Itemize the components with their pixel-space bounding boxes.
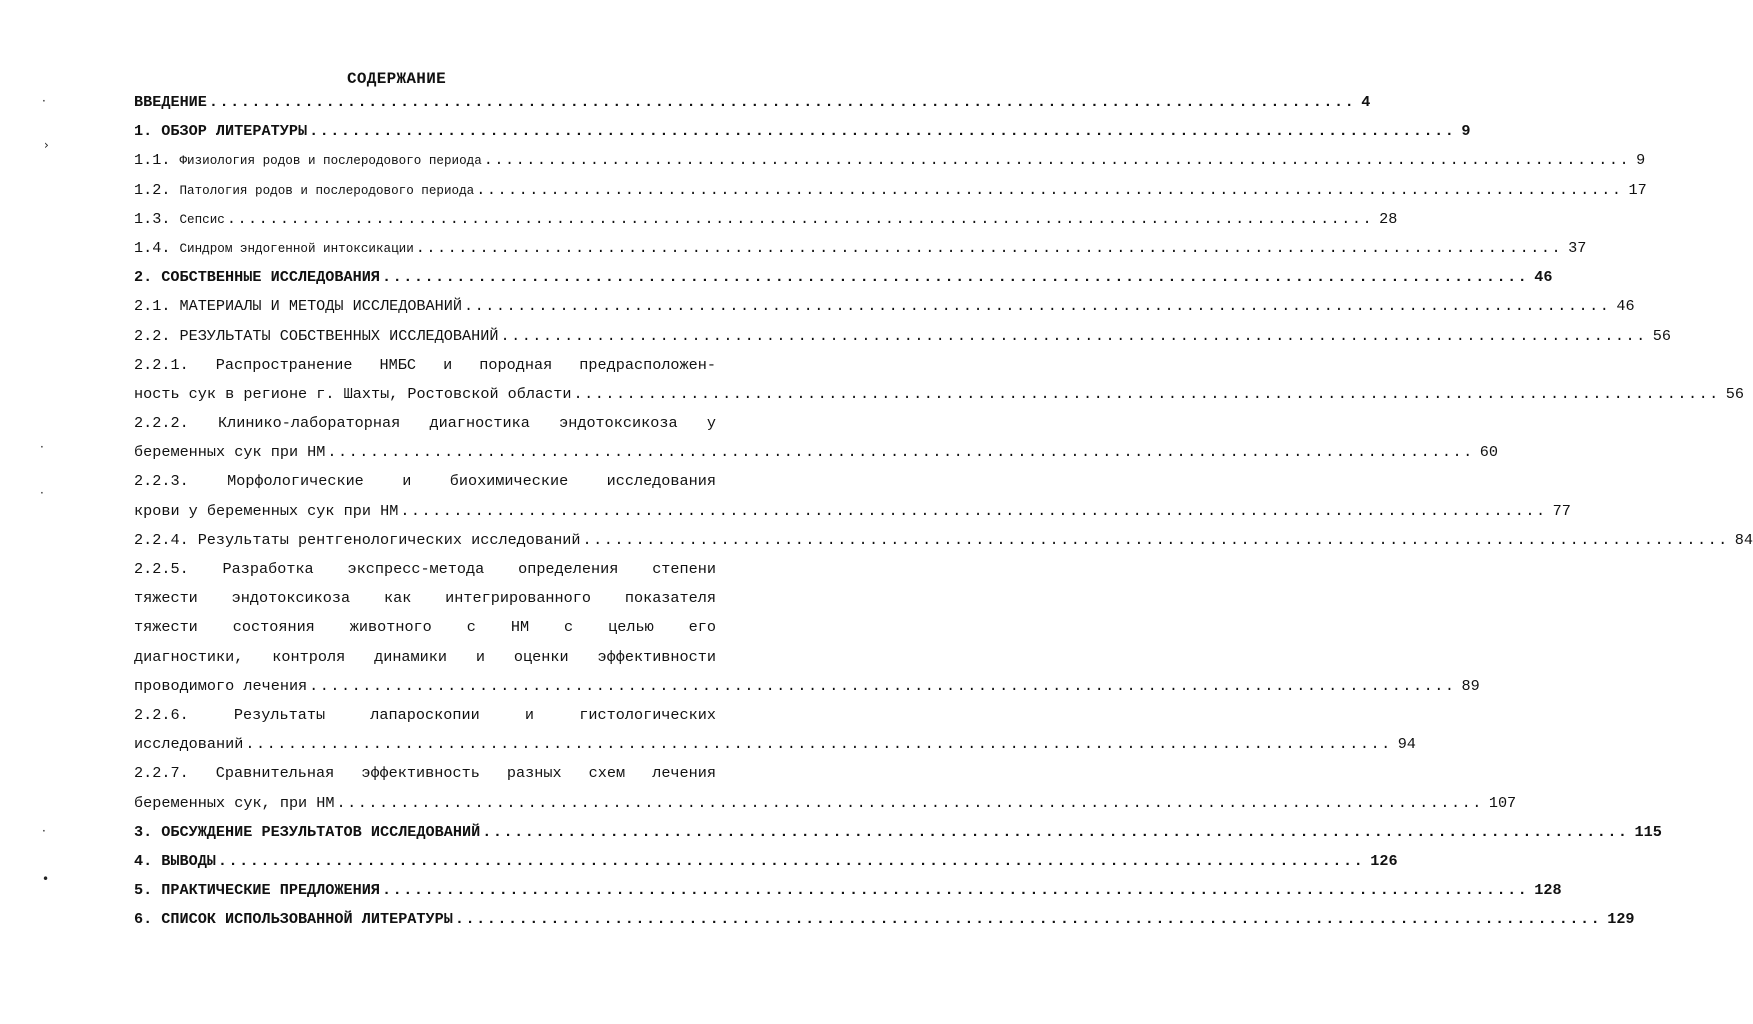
toc-entry <box>134 438 1498 467</box>
toc-entry <box>134 117 1471 146</box>
toc-entry-text: РЕЗУЛЬТАТЫ СОБСТВЕННЫХ ИССЛЕДОВАНИЙ <box>179 326 499 345</box>
toc-entry-number: 2.2.4. <box>134 530 189 549</box>
toc-entry-text: ВВЕДЕНИЕ <box>134 93 207 111</box>
toc-entry-text-line: 2.2.6. Результаты лапароскопии и гистологических <box>134 705 716 724</box>
toc-entry-text-line: 2.2.5. Разработка экспресс-метода определения степени <box>134 560 716 578</box>
toc-page-number: 46 <box>1534 268 1553 287</box>
page-title: СОДЕРЖАНИЕ <box>346 70 446 88</box>
toc-entry-text: беременных сук при НМ <box>134 443 326 462</box>
toc-entry-number: 2.2. <box>134 326 171 345</box>
toc-entry <box>134 876 1562 905</box>
toc-entry-number: 2.1. <box>134 297 171 316</box>
toc-page-number: 126 <box>1370 851 1398 870</box>
dot-leader: ............................................................................................................ <box>400 501 1547 520</box>
toc-page-number: 4 <box>1361 93 1371 111</box>
toc-entry-text: СОБСТВЕННЫЕ ИССЛЕДОВАНИЯ <box>161 268 380 287</box>
toc-page-number: 94 <box>1397 735 1416 754</box>
dot-leader: ............................................................................................................ <box>573 384 1720 403</box>
toc-entry-text: Синдром эндогенной интоксикации <box>179 241 414 256</box>
toc-entry <box>134 205 1398 234</box>
toc-page-number: 9 <box>1636 151 1646 170</box>
toc-page-number: 60 <box>1479 443 1498 462</box>
toc-entry-text: крови у беременных сук при НМ <box>134 501 399 520</box>
toc-entry-number: 1.1. <box>134 151 171 170</box>
toc-entry-text: Физиология родов и послеродового периода <box>179 154 482 169</box>
toc-page-number: 9 <box>1461 122 1471 141</box>
toc-page-number: 28 <box>1379 209 1398 228</box>
toc-entry <box>134 292 1635 321</box>
dot-leader: ............................................................................................................ <box>217 851 1365 870</box>
toc-entry-text-line: 2.2.1. Распространение НМБС и породная предрасположен- <box>134 355 716 374</box>
toc-entry-text-line: тяжести состояния животного с НМ с целью его <box>134 618 716 637</box>
toc-entry <box>134 789 1517 818</box>
toc-entry-text-line: 2.2.2. Клинико-лабораторная диагностика эндотоксикоза у <box>134 414 716 433</box>
dot-leader: ............................................................................................................ <box>464 297 1611 316</box>
toc-page-number: 56 <box>1725 384 1745 403</box>
toc-entry-text-line: тяжести эндотоксикоза как интегрированного показателя <box>134 589 716 608</box>
toc-page-number: 46 <box>1616 297 1635 316</box>
dot-leader: ............................................................................................................ <box>482 822 1629 841</box>
dot-leader: ............................................................................................................ <box>309 122 1456 141</box>
toc-page-number: 17 <box>1628 180 1647 199</box>
toc-entry-text: Патология родов и послеродового периода <box>179 183 475 198</box>
dot-leader: ............................................................................................................ <box>582 530 1729 549</box>
toc-entry <box>134 146 1646 175</box>
toc-entry <box>134 88 1371 117</box>
toc-entry-number: 1.2. <box>134 180 171 199</box>
toc-entry-text: исследований <box>134 735 244 754</box>
toc-entry-number: 2. <box>134 268 153 287</box>
toc-entry-text: проводимого лечения <box>134 676 308 695</box>
dot-leader: ............................................................................................................ <box>208 93 1356 111</box>
toc-entry-text: ВЫВОДЫ <box>161 851 216 870</box>
toc-entry <box>134 847 1398 876</box>
toc-entry <box>134 380 1745 409</box>
toc-entry <box>134 497 1571 526</box>
toc-entry-text: беременных сук, при НМ <box>134 793 335 812</box>
toc-entry <box>134 672 1480 701</box>
scan-speck: › <box>44 138 49 152</box>
toc-entry <box>134 905 1635 934</box>
dot-leader: ............................................................................................................ <box>500 326 1647 345</box>
toc-entry <box>134 322 1672 351</box>
toc-entry <box>134 234 1587 263</box>
toc-page-number: 107 <box>1488 793 1517 812</box>
dot-leader: ............................................................................................................ <box>327 443 1474 462</box>
scan-speck: · <box>40 440 44 454</box>
toc-page-number: 115 <box>1634 822 1662 841</box>
toc-entry-text: Сепсис <box>179 212 225 227</box>
toc-entry-text: ность сук в регионе г. Шахты, Ростовской области <box>134 384 572 403</box>
toc-entry-number: 1.3. <box>134 209 171 228</box>
toc-page-number: 129 <box>1607 910 1635 929</box>
dot-leader: ............................................................................................................ <box>245 735 1392 754</box>
toc-page-number: 89 <box>1461 676 1480 695</box>
scan-speck: · <box>42 94 46 108</box>
toc-entry-number: 1.4. <box>134 238 171 257</box>
toc-entry-number: 5. <box>134 881 153 900</box>
table-of-contents <box>134 88 1753 934</box>
toc-entry-number: 6. <box>134 910 153 929</box>
toc-entry <box>134 176 1647 205</box>
toc-entry-number: 3. <box>134 822 153 841</box>
toc-page-number: 56 <box>1652 326 1672 345</box>
toc-entry <box>134 263 1553 292</box>
dot-leader: ............................................................................................................ <box>476 180 1623 199</box>
toc-entry-number: 1. <box>134 122 153 141</box>
toc-entry-number: 4. <box>134 851 153 870</box>
toc-page-number: 128 <box>1534 881 1562 900</box>
dot-leader: ............................................................................................................ <box>336 793 1483 812</box>
dot-leader: ............................................................................................................ <box>309 676 1456 695</box>
dot-leader: ............................................................................................................ <box>381 268 1529 287</box>
dot-leader: ............................................................................................................ <box>226 209 1374 228</box>
toc-entry-text-line: 2.2.7. Сравнительная эффективность разных схем лечения <box>134 764 716 783</box>
toc-entry-text: ОБСУЖДЕНИЕ РЕЗУЛЬТАТОВ ИССЛЕДОВАНИЙ <box>161 822 481 841</box>
dot-leader: ............................................................................................................ <box>454 910 1602 929</box>
toc-entry-text: МАТЕРИАЛЫ И МЕТОДЫ ИССЛЕДОВАНИЙ <box>179 297 463 316</box>
toc-entry <box>134 526 1753 555</box>
toc-entry <box>134 818 1662 847</box>
dot-leader: ............................................................................................................ <box>381 881 1529 900</box>
scan-speck: · <box>42 824 46 838</box>
toc-entry <box>134 730 1416 759</box>
toc-entry-text-line: 2.2.3. Морфологические и биохимические исследования <box>134 472 716 491</box>
toc-entry-text: ПРАКТИЧЕСКИЕ ПРЕДЛОЖЕНИЯ <box>161 881 380 900</box>
toc-page-number: 77 <box>1552 501 1571 520</box>
dot-leader: ............................................................................................................ <box>415 238 1563 257</box>
toc-entry-text: ОБЗОР ЛИТЕРАТУРЫ <box>161 122 308 141</box>
toc-page-number: 37 <box>1568 238 1587 257</box>
toc-page-number: 84 <box>1734 530 1753 549</box>
toc-entry-text-line: диагностики, контроля динамики и оценки эффективности <box>134 647 716 666</box>
scan-speck: · <box>40 486 44 500</box>
toc-entry-text: СПИСОК ИСПОЛЬЗОВАННОЙ ЛИТЕРАТУРЫ <box>161 910 453 929</box>
toc-entry-text: Результаты рентгенологических исследований <box>197 530 581 549</box>
dot-leader: ............................................................................................................ <box>483 151 1631 170</box>
scan-speck: • <box>42 872 50 886</box>
